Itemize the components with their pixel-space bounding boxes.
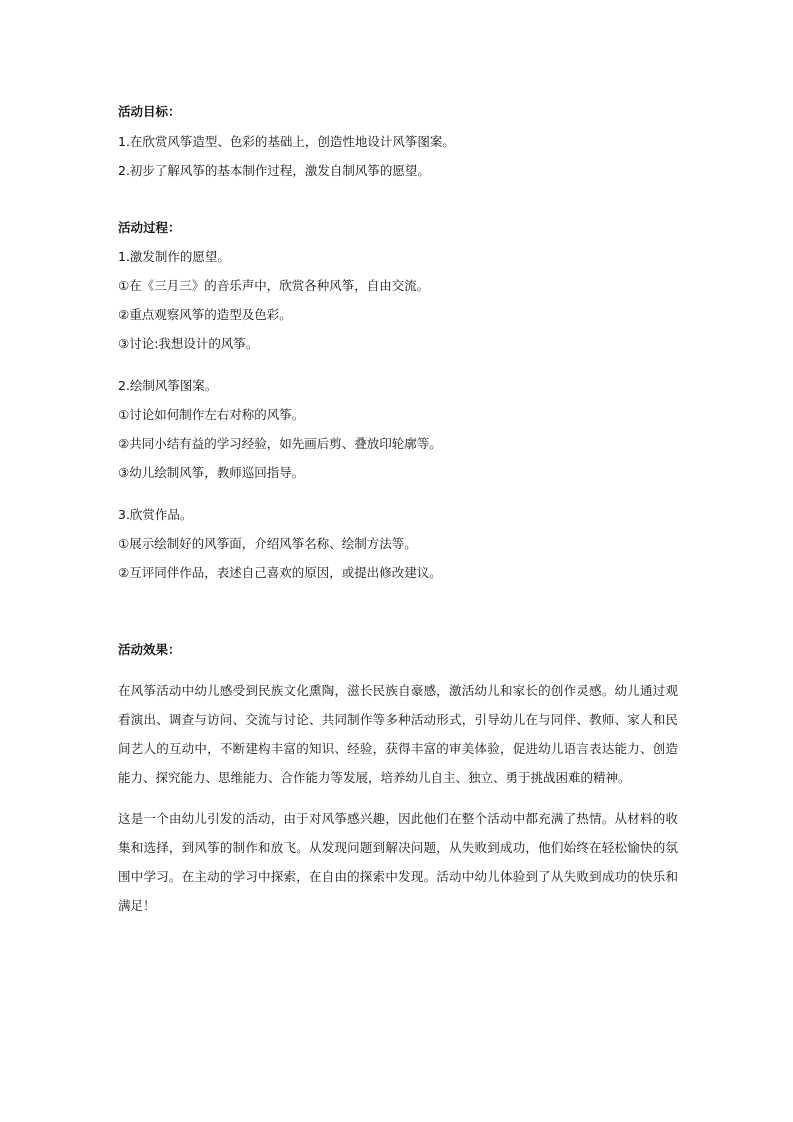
process-step-item: ②互评同伴作品，表述自己喜欢的原因，或提出修改建议。	[118, 565, 442, 580]
process-step-item: ②共同小结有益的学习经验，如先画后剪、叠放印轮廓等。	[118, 436, 442, 451]
process-step-item: ①讨论如何制作左右对称的风筝。	[118, 407, 305, 422]
process-heading: 活动过程：	[118, 220, 181, 235]
process-step-title: 1.激发制作的愿望。	[118, 249, 230, 264]
effects-paragraph: 这是一个由幼儿引发的活动，由于对风筝感兴趣，因此他们在整个活动中都充满了热情。从材料的收集和选择，到风筝的制作和放飞。从发现问题到解决问题，从失败到成功，他们始终在轻松愉快的氛围中学习。在主动的学习中探索，在自由的探索中发现。活动中幼儿体验到了从失败到成功的快乐和满足！	[118, 811, 678, 913]
process-step-item: ③幼儿绘制风筝，教师巡回指导。	[118, 465, 305, 480]
document-content	[118, 103, 678, 920]
process-step-item: ③讨论:我想设计的风筝。	[118, 336, 259, 351]
goals-heading: 活动目标：	[118, 104, 181, 119]
process-step-title: 2.绘制风筝图案。	[118, 378, 218, 393]
goal-item: 2.初步了解风筝的基本制作过程，激发自制风筝的愿望。	[118, 163, 430, 178]
process-step-item: ①展示绘制好的风筝面，介绍风筝名称、绘制方法等。	[118, 536, 417, 551]
effects-heading: 活动效果：	[118, 642, 181, 657]
process-step-title: 3.欣赏作品。	[118, 507, 193, 522]
effects-paragraph: 在风筝活动中幼儿感受到民族文化熏陶，滋长民族自豪感，激活幼儿和家长的创作灵感。幼儿通过观看演出、调查与访问、交流与讨论、共同制作等多种活动形式，引导幼儿在与同伴、教师、家人和民间艺人的互动中，不断建构丰富的知识、经验，获得丰富的审美体验，促进幼儿语言表达能力、创造能力、探究能力、思维能力、合作能力等发展，培养幼儿自主、独立、勇于挑战困难的精神。	[118, 683, 678, 785]
goal-item: 1.在欣赏风筝造型、色彩的基础上，创造性地设计风筝图案。	[118, 134, 455, 149]
process-step-item: ①在《三月三》的音乐声中，欣赏各种风筝，自由交流。	[118, 278, 430, 293]
process-step-item: ②重点观察风筝的造型及色彩。	[118, 307, 292, 322]
